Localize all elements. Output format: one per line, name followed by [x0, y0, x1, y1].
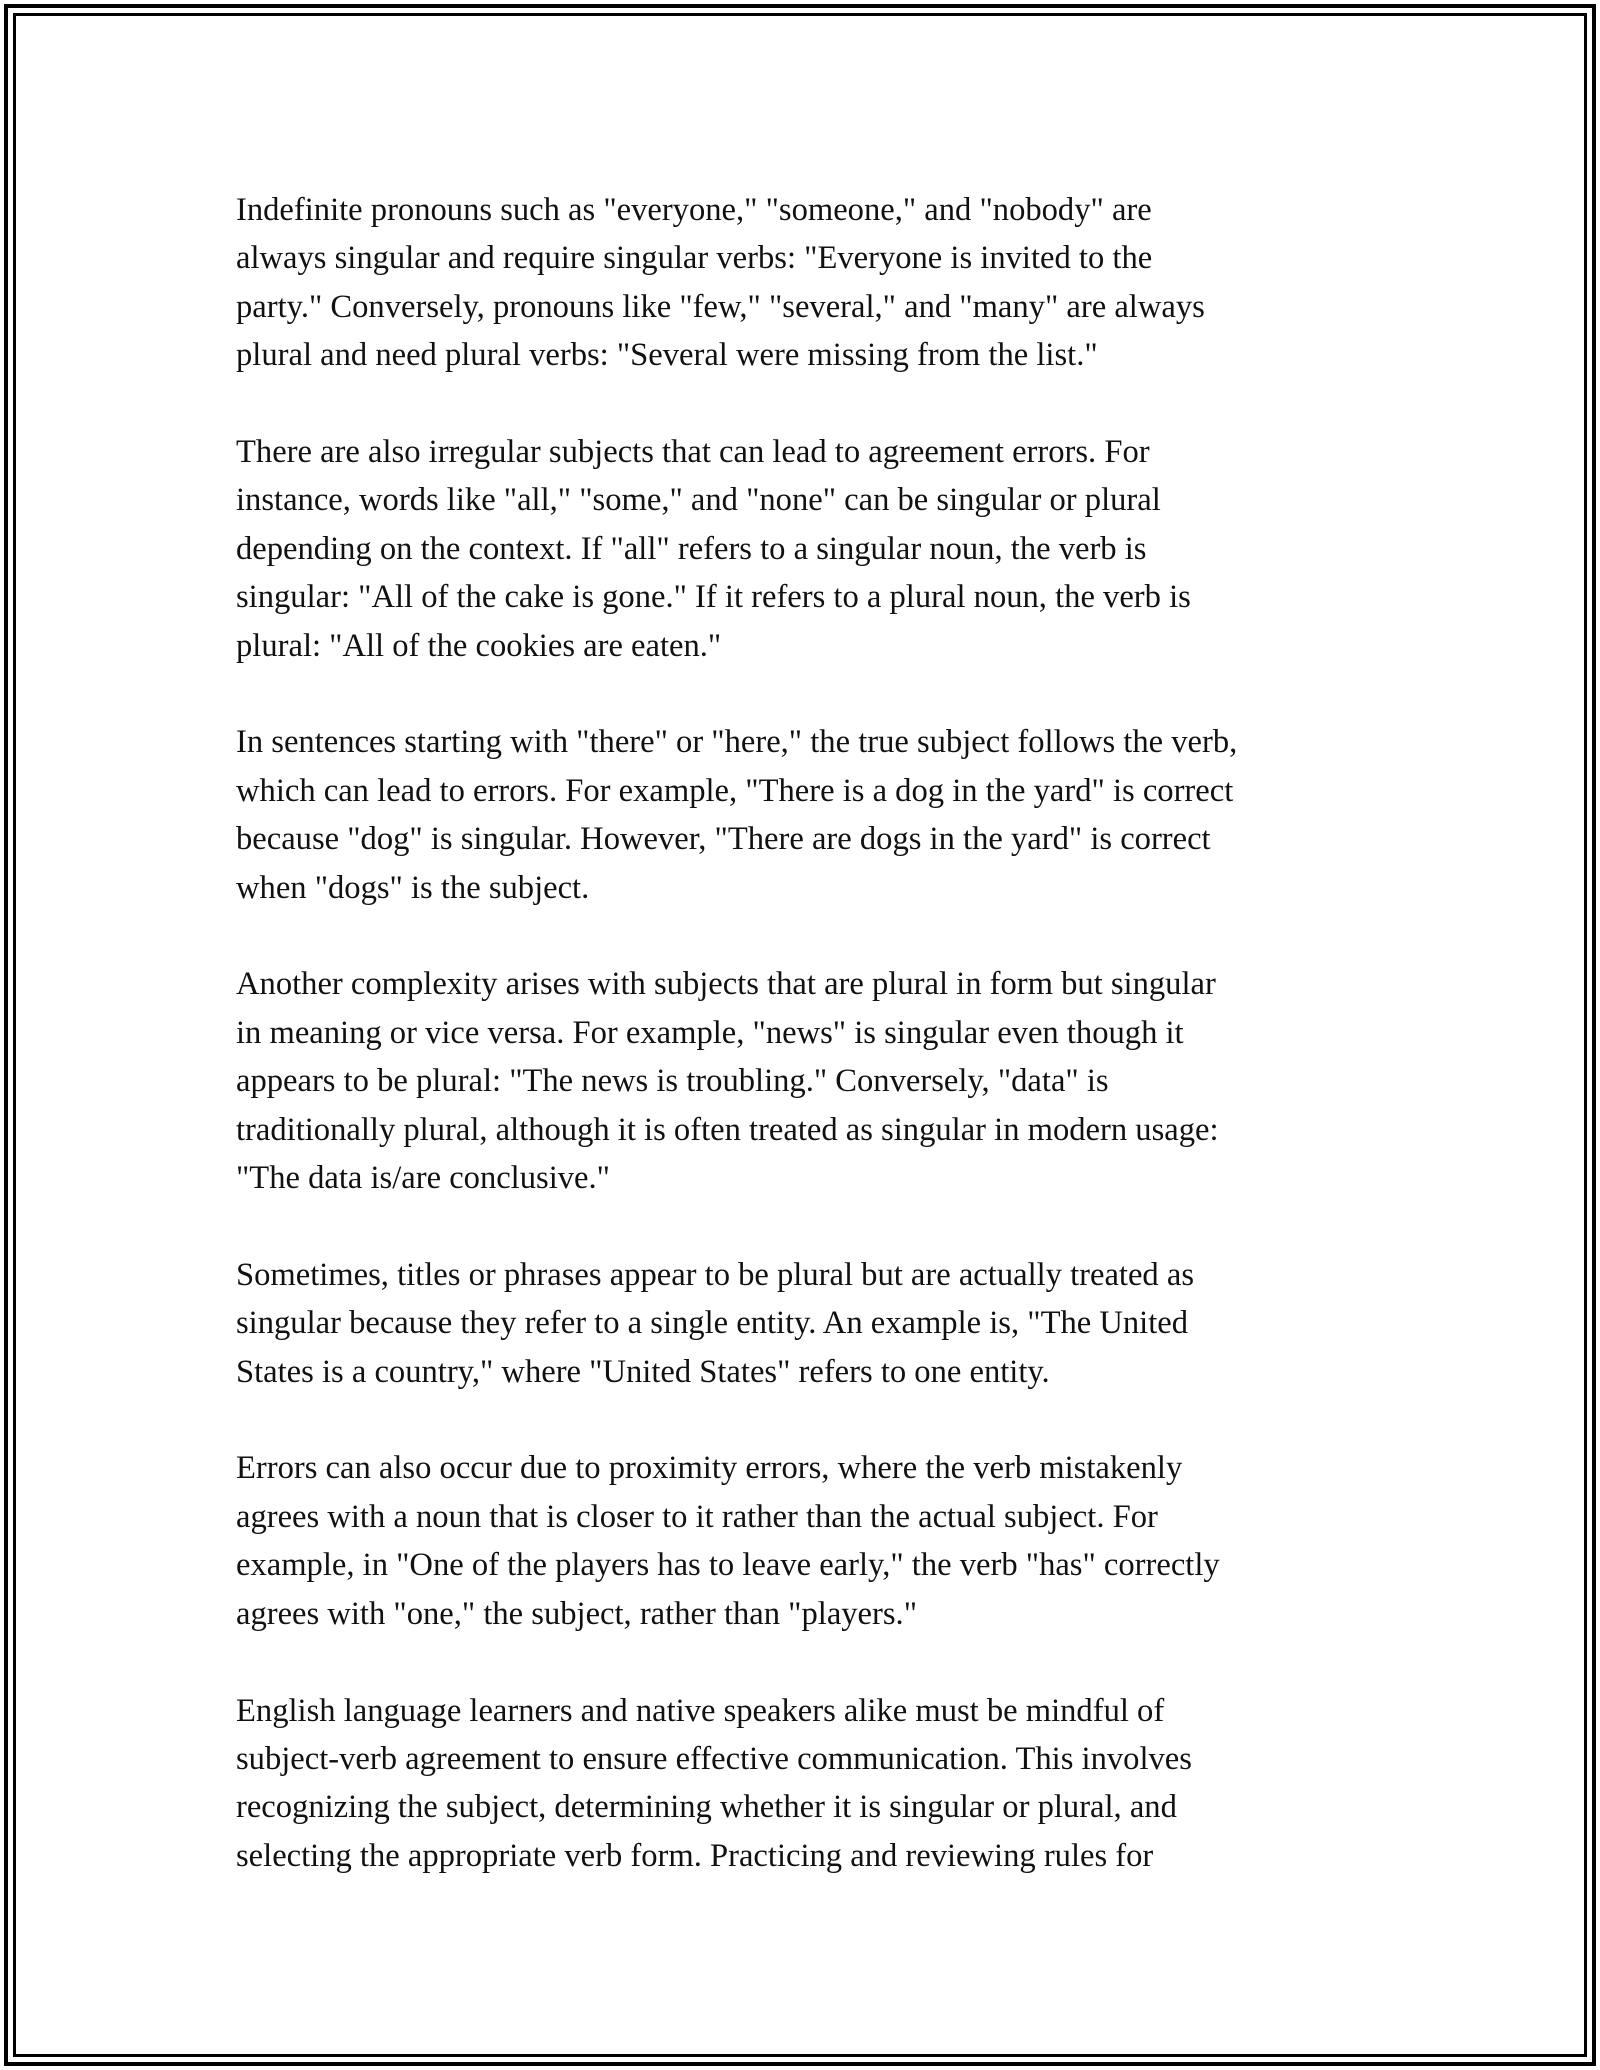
text-line: plural: "All of the cookies are eaten." — [236, 627, 722, 664]
text-line: singular: "All of the cake is gone." If it refers to a plural noun, the verb is — [236, 579, 1191, 616]
text-line: Indefinite pronouns such as "everyone," "someone," and "nobody" are — [236, 192, 1152, 228]
text-line: party." Conversely, pronouns like "few," "several," and "many" are always — [236, 288, 1205, 325]
text-line: because "dog" is singular. However, "There are dogs in the yard" is correct — [236, 821, 1211, 858]
text-line: Another complexity arises with subjects that are plural in form but singular — [236, 966, 1216, 1003]
text-line: example, in "One of the players has to leave early," the verb "has" correctly — [236, 1547, 1220, 1584]
paragraph-there-here — [236, 718, 1376, 912]
paragraph-irregular-subjects — [236, 428, 1376, 670]
text-line: always singular and require singular verbs: "Everyone is invited to the — [236, 240, 1153, 277]
text-line: traditionally plural, although it is often treated as singular in modern usage: — [236, 1111, 1219, 1148]
paragraph-indefinite-pronouns — [236, 186, 1376, 380]
text-line: "The data is/are conclusive." — [236, 1160, 610, 1197]
text-line: agrees with a noun that is closer to it rather than the actual subject. For — [236, 1498, 1158, 1535]
text-line: which can lead to errors. For example, "There is a dog in the yard" is correct — [236, 772, 1234, 809]
text-line: appears to be plural: "The news is troubling." Conversely, "data" is — [236, 1063, 1109, 1100]
text-line: singular because they refer to a single entity. An example is, "The United — [236, 1305, 1189, 1342]
paragraph-form-vs-meaning — [236, 960, 1376, 1202]
text-line: subject-verb agreement to ensure effective communication. This involves — [236, 1740, 1192, 1777]
text-line: selecting the appropriate verb form. Practicing and reviewing rules for — [236, 1837, 1154, 1874]
text-line: plural and need plural verbs: "Several were missing from the list." — [236, 337, 1098, 374]
text-line: English language learners and native speakers alike must be mindful of — [236, 1692, 1165, 1729]
text-line: in meaning or vice versa. For example, "news" is singular even though it — [236, 1014, 1184, 1051]
text-line: Sometimes, titles or phrases appear to be plural but are actually treated as — [236, 1256, 1195, 1293]
text-line: States is a country," where "United States" refers to one entity. — [236, 1353, 1050, 1390]
text-line: Errors can also occur due to proximity errors, where the verb mistakenly — [236, 1450, 1183, 1487]
text-line: agrees with "one," the subject, rather than "players." — [236, 1595, 917, 1632]
text-line: instance, words like "all," "some," and "none" can be singular or plural — [236, 482, 1161, 519]
text-line: In sentences starting with "there" or "here," the true subject follows the verb, — [236, 724, 1238, 761]
text-line: There are also irregular subjects that can lead to agreement errors. For — [236, 434, 1150, 471]
text-line: when "dogs" is the subject. — [236, 869, 590, 906]
text-line: recognizing the subject, determining whether it is singular or plural, and — [236, 1789, 1177, 1826]
text-line: depending on the context. If "all" refers to a singular noun, the verb is — [236, 530, 1147, 567]
document-body — [236, 186, 1376, 1929]
paragraph-learners — [236, 1687, 1376, 1881]
paragraph-titles-phrases — [236, 1251, 1376, 1396]
paragraph-proximity-errors — [236, 1444, 1376, 1638]
